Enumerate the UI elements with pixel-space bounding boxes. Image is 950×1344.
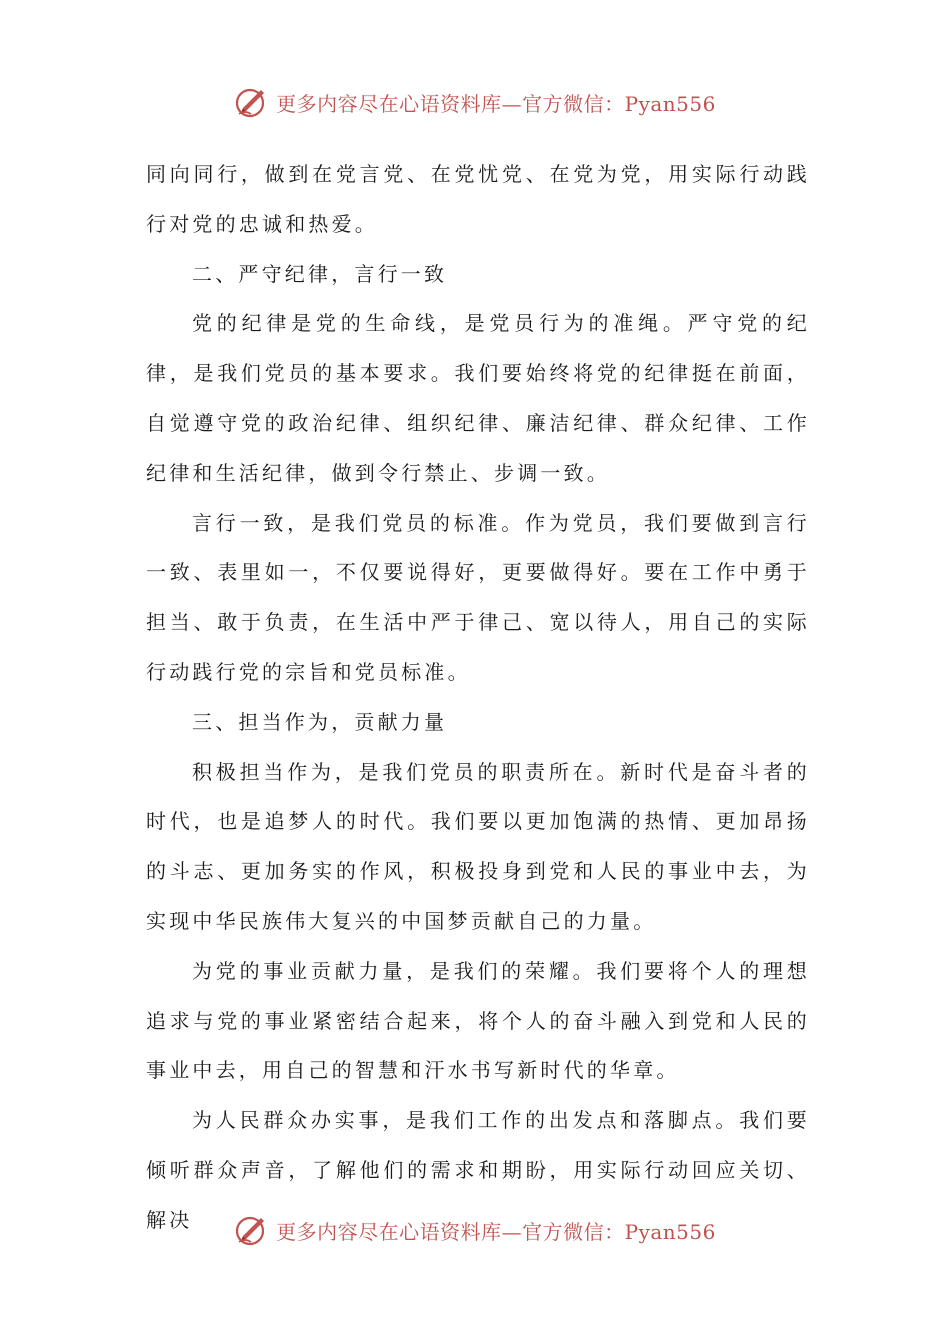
- paragraph: 党的纪律是党的生命线，是党员行为的准绳。严守党的纪律，是我们党员的基本要求。我们要始终将党的纪律挺在前面，自觉遵守党的政治纪律、组织纪律、廉洁纪律、群众纪律、工作纪律和生活纪律，做到令行禁止、步调一致。: [146, 311, 810, 485]
- section-heading-2: 二、严守纪律，言行一致: [192, 261, 448, 286]
- header-banner-text: 更多内容尽在心语资料库—官方微信：Pyan556: [276, 91, 716, 116]
- footer-banner: [0, 1212, 950, 1248]
- paragraph: 为人民群众办实事，是我们工作的出发点和落脚点。我们要倾听群众声音，了解他们的需求和期盼，用实际行动回应关切、解决: [146, 1108, 810, 1232]
- footer-banner-text: 更多内容尽在心语资料库—官方微信：Pyan556: [276, 1219, 716, 1244]
- paragraph: 言行一致，是我们党员的标准。作为党员，我们要做到言行一致、表里如一，不仅要说得好，更要做得好。要在工作中勇于担当、敢于负责，在生活中严于律己、宽以待人，用自己的实际行动践行党的宗旨和党员标准。: [146, 510, 810, 684]
- header-banner: [0, 84, 950, 120]
- document-body: [146, 150, 810, 1246]
- paragraph: 为党的事业贡献力量，是我们的荣耀。我们要将个人的理想追求与党的事业紧密结合起来，将个人的奋斗融入到党和人民的事业中去，用自己的智慧和汗水书写新时代的华章。: [146, 958, 810, 1083]
- paragraph: 积极担当作为，是我们党员的职责所在。新时代是奋斗者的时代，也是追梦人的时代。我们要以更加饱满的热情、更加昂扬的斗志、更加务实的作风，积极投身到党和人民的事业中去，为实现中华民族伟大复兴的中国梦贡献自己的力量。: [146, 759, 810, 933]
- pen-logo-icon: [234, 84, 270, 120]
- pen-logo-icon: [234, 1212, 270, 1248]
- section-heading-3: 三、担当作为，贡献力量: [192, 709, 448, 734]
- paragraph-continued: 同向同行，做到在党言党、在党忧党、在党为党，用实际行动践行对党的忠诚和热爱。: [146, 162, 810, 236]
